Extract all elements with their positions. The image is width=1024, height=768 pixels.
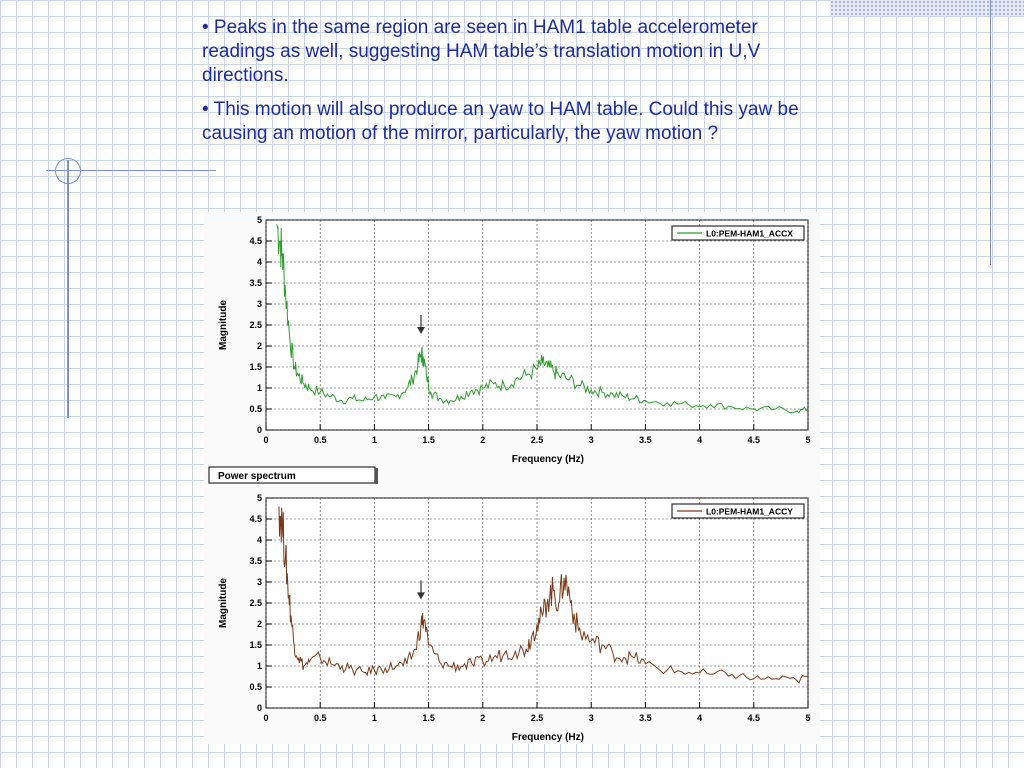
y-tick-label: 1 (256, 383, 262, 393)
y-tick-label: 3 (256, 299, 262, 309)
spectrum-figure (204, 212, 820, 744)
x-axis-label: Frequency (Hz) (511, 454, 584, 465)
x-tick-label: 2 (480, 435, 486, 445)
bullet-2: • This motion will also produce an yaw to HAM table. Could this yaw be causing an motion of the mirror, particularly, the yaw motion ? (202, 99, 799, 144)
y-tick-label: 1.5 (249, 640, 262, 650)
accx-chart (218, 215, 811, 465)
left-vertical-rule (67, 160, 69, 418)
spectrum-svg (204, 212, 820, 744)
y-axis-label: Magnitude (218, 578, 229, 628)
bullet-list (202, 16, 822, 156)
x-tick-label: 4 (697, 713, 703, 723)
x-tick-label: 4.5 (747, 713, 761, 723)
x-tick-label: 5 (805, 435, 811, 445)
x-tick-label: 1 (371, 435, 377, 445)
x-tick-label: 4 (697, 435, 703, 445)
y-tick-label: 3.5 (249, 278, 262, 288)
y-axis-label: Magnitude (218, 300, 229, 350)
x-tick-label: 3 (588, 435, 594, 445)
y-tick-label: 0.5 (249, 682, 262, 692)
x-tick-label: 1.5 (422, 713, 435, 723)
y-tick-label: 2 (256, 341, 262, 351)
x-tick-label: 2 (480, 713, 486, 723)
y-tick-label: 4 (256, 257, 262, 267)
x-tick-label: 0.5 (313, 713, 327, 723)
x-tick-label: 4.5 (747, 435, 761, 445)
x-axis-label: Frequency (Hz) (511, 732, 584, 743)
y-tick-label: 1.5 (249, 362, 262, 372)
x-tick-label: 1.5 (422, 435, 435, 445)
y-tick-label: 2 (256, 619, 262, 629)
x-tick-label: 0 (263, 713, 269, 723)
x-tick-label: 2.5 (530, 713, 544, 723)
x-tick-label: 5 (805, 713, 811, 723)
x-tick-label: 3.5 (639, 435, 652, 445)
y-tick-label: 3.5 (249, 556, 262, 566)
x-tick-label: 1 (371, 713, 377, 723)
y-tick-label: 3 (256, 577, 262, 587)
y-tick-label: 2.5 (249, 598, 262, 608)
y-tick-label: 2.5 (249, 320, 262, 330)
x-tick-label: 0 (263, 435, 269, 445)
power-spectrum-button[interactable] (209, 467, 378, 484)
right-vertical-rule (990, 0, 991, 265)
y-tick-label: 0 (256, 703, 262, 713)
bullet-1: • Peaks in the same region are seen in HAM1 table accelerometer readings as well, suggesting HAM table’s translation motion in U,V directions. (202, 17, 761, 86)
y-tick-label: 4.5 (249, 514, 262, 524)
y-tick-label: 0.5 (249, 404, 262, 414)
legend-label: L0:PEM-HAM1_ACCX (706, 228, 793, 239)
y-tick-label: 5 (256, 215, 262, 225)
x-tick-label: 3.5 (639, 713, 652, 723)
accy-chart (218, 493, 811, 743)
rule-circle (55, 158, 81, 184)
power-spectrum-label: Power spectrum (218, 471, 296, 482)
y-tick-label: 0 (256, 425, 262, 435)
header-dot-band (830, 0, 1024, 16)
y-tick-label: 4 (256, 535, 262, 545)
y-tick-label: 5 (256, 493, 262, 503)
x-tick-label: 3 (588, 713, 594, 723)
y-tick-label: 4.5 (249, 236, 262, 246)
y-tick-label: 1 (256, 661, 262, 671)
x-tick-label: 0.5 (313, 435, 327, 445)
legend-label: L0:PEM-HAM1_ACCY (706, 506, 793, 517)
x-tick-label: 2.5 (530, 435, 544, 445)
